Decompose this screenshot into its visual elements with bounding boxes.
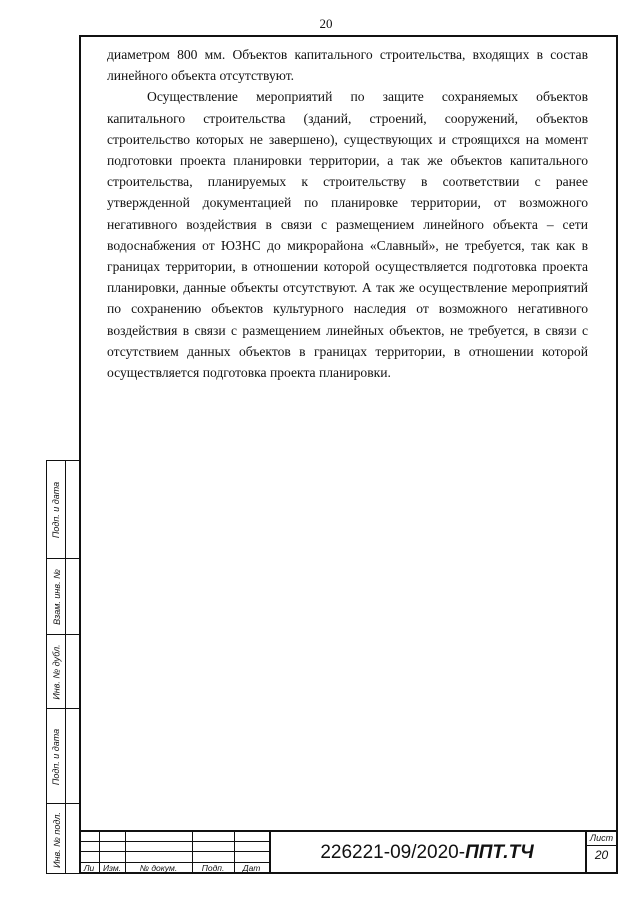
side-cell-duplicate-inv bbox=[47, 634, 79, 708]
side-label-signature-date-1: Подп. и дата bbox=[51, 481, 62, 538]
page-number-top: 20 bbox=[319, 16, 333, 31]
title-block bbox=[79, 830, 618, 874]
sheet-cell bbox=[585, 832, 616, 874]
body-text bbox=[107, 44, 588, 383]
tb-label-document-no: № докум. bbox=[139, 863, 178, 873]
tb-row-line bbox=[79, 841, 269, 842]
tb-row-line bbox=[79, 851, 269, 852]
tb-label-change: Изм. bbox=[102, 863, 122, 873]
document-code bbox=[269, 832, 585, 874]
side-cell-original-inv bbox=[47, 803, 79, 875]
side-stamp bbox=[46, 460, 79, 874]
tb-label-signature: Подп. bbox=[201, 863, 225, 873]
sheet-number: 20 bbox=[594, 848, 609, 862]
paragraph-1: диаметром 800 мм. Объектов капитального строительства, входящих в состав линейного объекта отсутствуют. bbox=[107, 47, 588, 84]
document-code-main: 226221-09/2020- bbox=[320, 842, 466, 863]
paragraph-2: Осуществление мероприятий по защите сохраняемых объектов капитального строительства (зданий, строений, сооружений, объектов строительство которых не завершено), существующих и строящихся на момент подготовки проекта планировки территории, а так же объектов капитального строительства, планируемых к строительству в соответствии с ранее утвержденной документацией по планировке территории, от возможного негативного воздействия в связи с размещением линейного объекта – сети водоснабжения от ЮЗНС до микрорайона «Славный», не требуется, так как в границах территории, в отношении которой осуществляется подготовка проекта планировки, данные объекты отсутствуют. А так же осуществление мероприятий по сохранению объектов культурного наследия от возможного негативного воздействия в связи с размещением линейных объектов, не требуется, в связи с отсутствием данных объектов в границах территории, в отношении которой осуществляется подготовка проекта планировки. bbox=[107, 89, 588, 381]
side-cell-signature-date-1 bbox=[47, 461, 79, 558]
side-label-original-inv: Инв. № подл. bbox=[51, 812, 62, 868]
side-label-duplicate-inv: Инв. № дубл. bbox=[51, 644, 62, 700]
tb-label-sheet-short: Ли bbox=[83, 863, 95, 873]
side-cell-replacement-inv bbox=[47, 558, 79, 634]
side-cell-signature-date-2 bbox=[47, 708, 79, 803]
sheet-label: Лист bbox=[587, 833, 616, 846]
side-label-signature-date-2: Подп. и дата bbox=[51, 728, 62, 785]
side-label-replacement-inv: Взам. инв. № bbox=[51, 569, 62, 625]
document-code-suffix: ППТ.ТЧ bbox=[465, 842, 534, 863]
tb-label-date: Дат bbox=[242, 863, 261, 873]
